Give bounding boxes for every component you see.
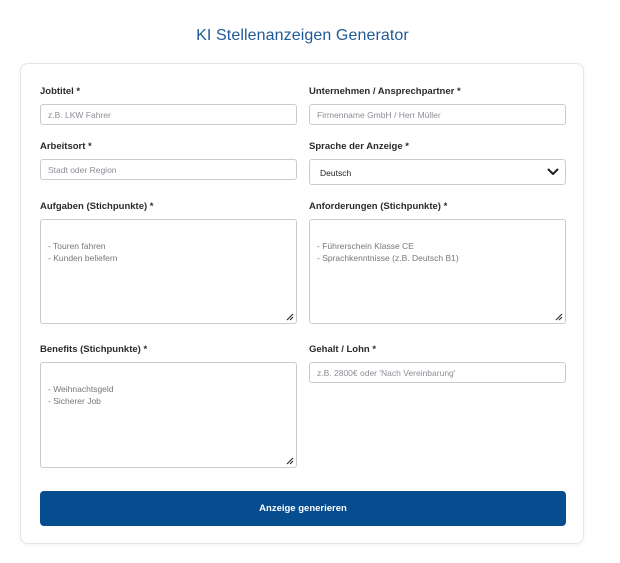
sprache-label: Sprache der Anzeige * bbox=[309, 141, 409, 152]
benefits-placeholder: - Weihnachtsgeld - Sicherer Job bbox=[48, 384, 114, 406]
chevron-down-icon bbox=[547, 167, 559, 177]
resize-handle-icon[interactable] bbox=[285, 312, 294, 321]
sprache-selected-value: Deutsch bbox=[320, 168, 352, 178]
aufgaben-textarea[interactable] bbox=[40, 219, 297, 324]
gehalt-input[interactable] bbox=[309, 362, 566, 383]
jobtitel-input[interactable] bbox=[40, 104, 297, 125]
sprache-select[interactable] bbox=[309, 159, 566, 185]
unternehmen-label: Unternehmen / Ansprechpartner * bbox=[309, 86, 461, 97]
resize-handle-icon[interactable] bbox=[285, 456, 294, 465]
benefits-textarea[interactable] bbox=[40, 362, 297, 468]
arbeitsort-label: Arbeitsort * bbox=[40, 141, 92, 152]
page-title: KI Stellenanzeigen Generator bbox=[196, 27, 409, 44]
anforderungen-textarea[interactable] bbox=[309, 219, 566, 324]
resize-handle-icon[interactable] bbox=[554, 312, 563, 321]
gehalt-label: Gehalt / Lohn * bbox=[309, 344, 377, 355]
anforderungen-label: Anforderungen (Stichpunkte) * bbox=[309, 201, 448, 212]
benefits-label: Benefits (Stichpunkte) * bbox=[40, 344, 148, 355]
jobtitel-label: Jobtitel * bbox=[40, 86, 81, 97]
anforderungen-placeholder: - Führerschein Klasse CE - Sprachkenntnisse (z.B. Deutsch B1) bbox=[317, 241, 459, 263]
aufgaben-label: Aufgaben (Stichpunkte) * bbox=[40, 201, 154, 212]
aufgaben-placeholder: - Touren fahren - Kunden beliefern bbox=[48, 241, 118, 263]
arbeitsort-input[interactable] bbox=[40, 159, 297, 180]
generate-button[interactable]: Anzeige generieren bbox=[40, 491, 566, 526]
unternehmen-input[interactable] bbox=[309, 104, 566, 125]
